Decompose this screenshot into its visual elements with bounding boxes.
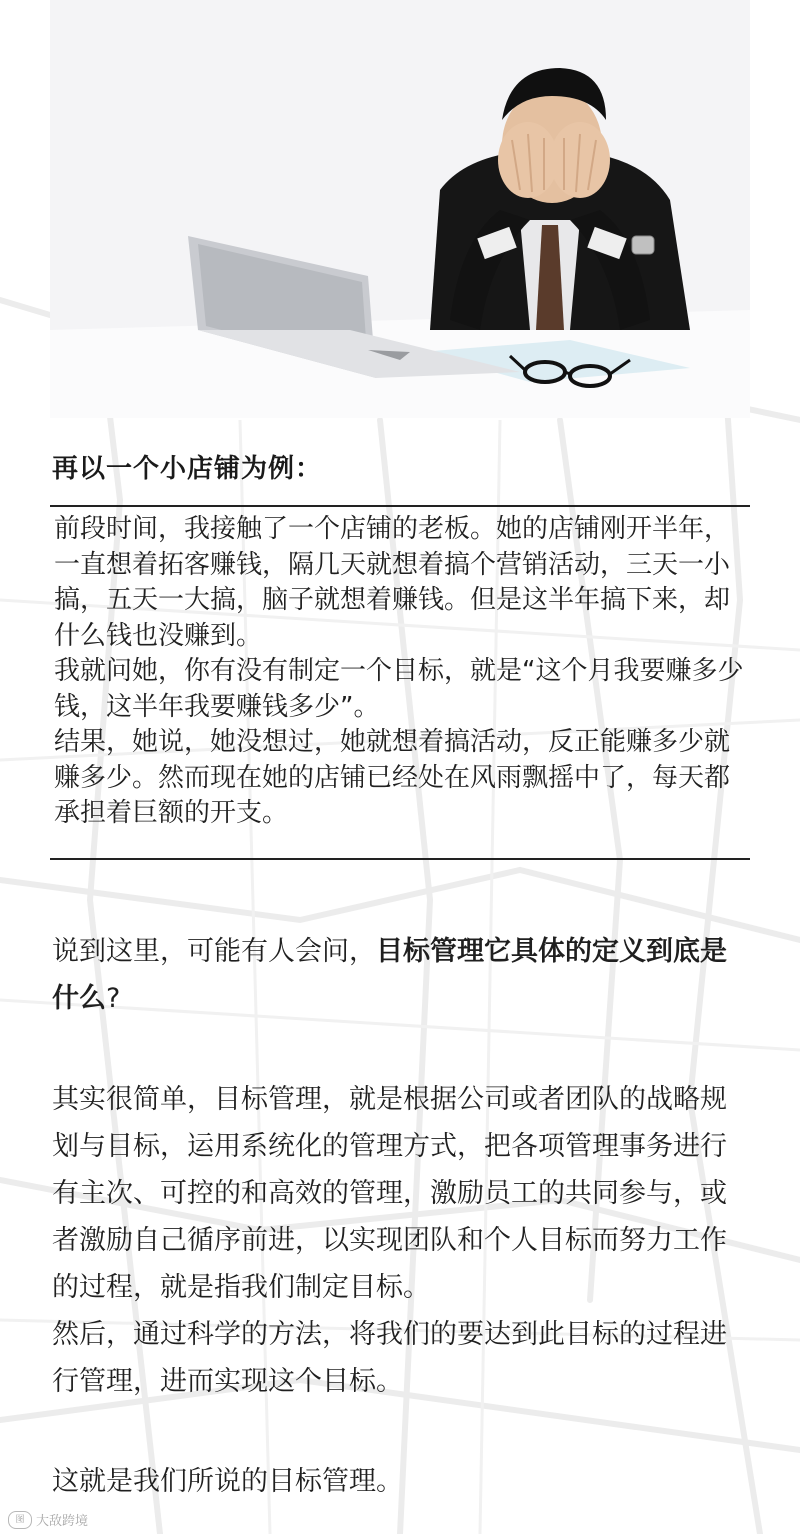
question-lead: 说到这里，可能有人会问， xyxy=(52,936,376,967)
anecdote-block xyxy=(54,512,746,832)
section-subheading: 再以一个小店铺为例： xyxy=(52,454,323,484)
tuchong-logo-icon: 图 xyxy=(8,1511,32,1529)
anecdote-paragraph: 我就问她，你有没有制定一个目标，就是“这个月我要赚多少钱，这半年我要赚钱多少”。 xyxy=(54,656,744,722)
divider-bottom xyxy=(50,858,750,860)
question-paragraph xyxy=(52,928,752,1022)
definition-line: 其实很简单，目标管理，就是根据公司或者团队的战略规划与目标，运用系统化的管理方式，把各项管理事务进行有主次、可控的和高效的管理，激励员工的共同参与，或者激励自己循序前进，以实现团队和个人目标而努力工作的过程，就是指我们制定目标。 xyxy=(52,1084,727,1303)
anecdote-paragraph: 结果，她说，她没想过，她就想着搞活动，反正能赚多少就赚多少。然而现在她的店铺已经处在风雨飘摇中了，每天都承担着巨额的开支。 xyxy=(54,727,731,828)
definition-line: 然后，通过科学的方法，将我们的要达到此目标的过程进行管理，进而实现这个目标。 xyxy=(52,1319,727,1397)
article-photo xyxy=(50,0,750,418)
question-mark: ? xyxy=(106,983,121,1014)
conclusion-paragraph: 这就是我们所说的目标管理。 xyxy=(52,1466,403,1497)
watermark xyxy=(8,1510,88,1529)
anecdote-paragraph: 前段时间，我接触了一个店铺的老板。她的店铺刚开半年，一直想着拓客赚钱，隔几天就想着搞个营销活动，三天一小搞，五天一大搞，脑子就想着赚钱。但是这半年搞下来，却什么钱也没赚到。 xyxy=(54,514,731,651)
definition-paragraph xyxy=(52,1076,752,1405)
divider-top xyxy=(50,505,750,507)
man-covering-eyes-at-laptop-photo xyxy=(50,0,750,418)
watermark-text: 大敌跨境 xyxy=(36,1514,89,1529)
question-emphasis: 目标管理它具体的定义到底是什么 xyxy=(52,936,727,1014)
